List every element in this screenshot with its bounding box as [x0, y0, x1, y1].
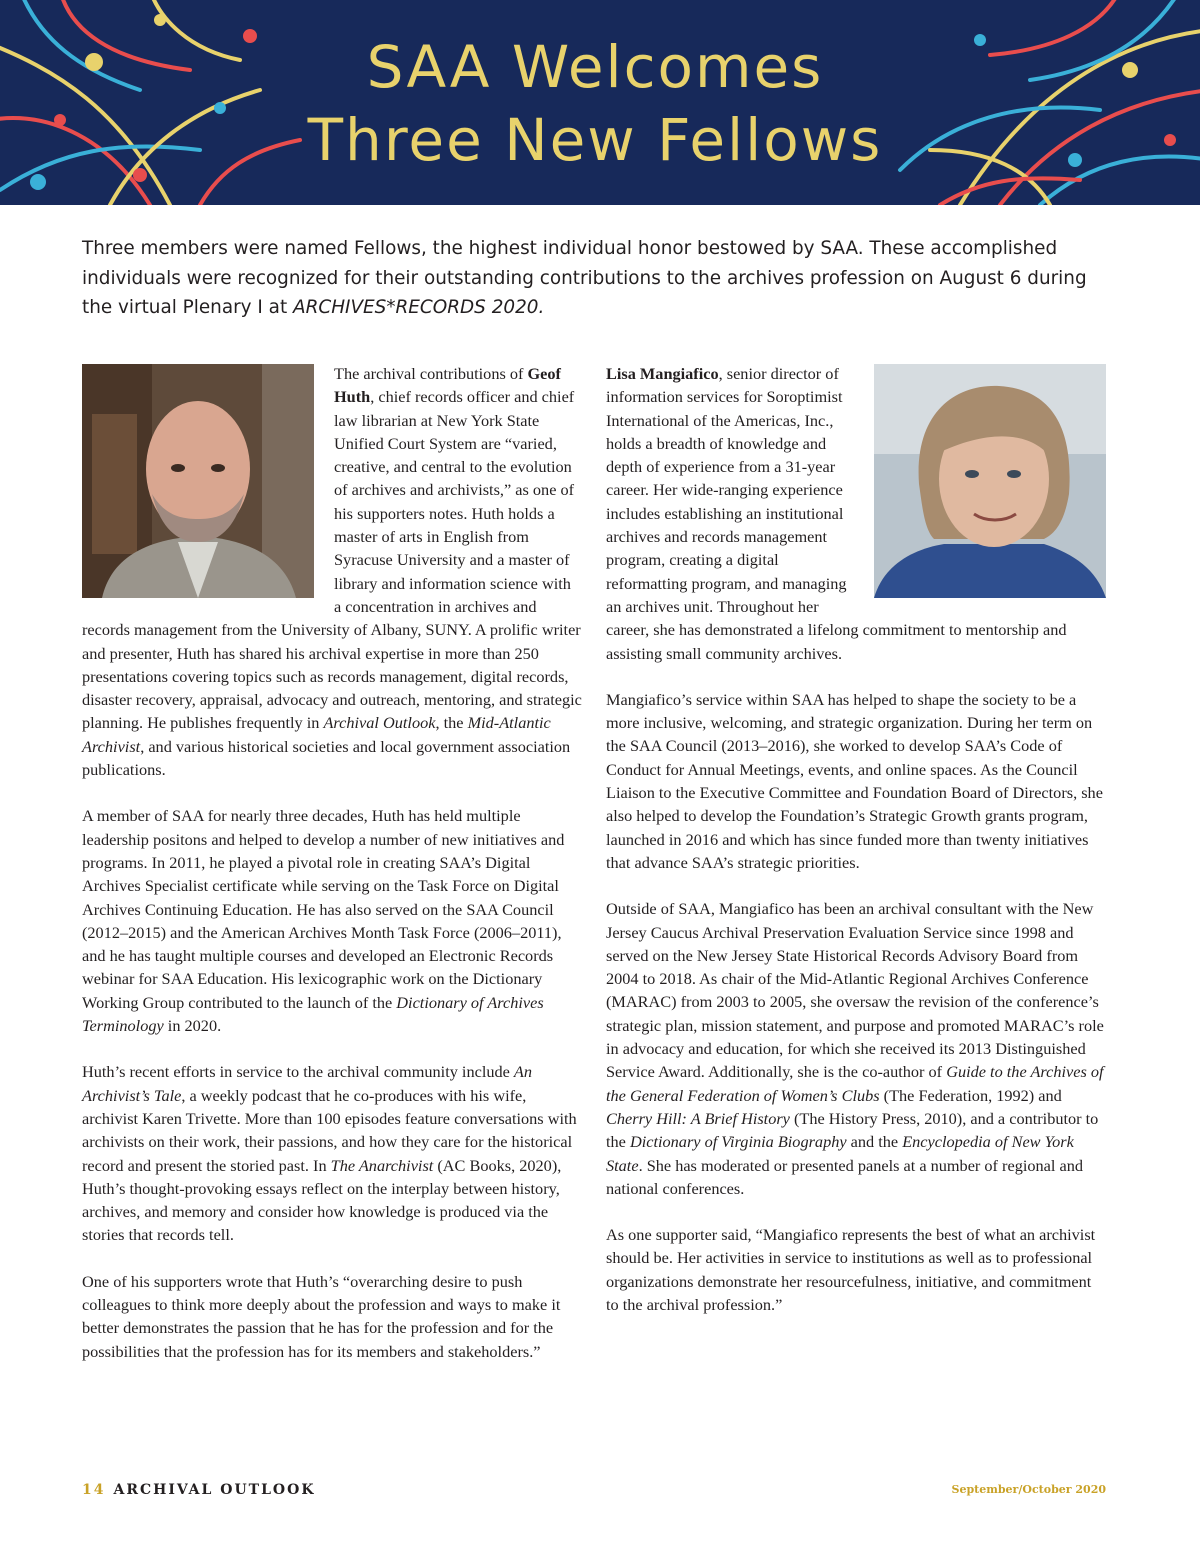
geof-huth-photo: [82, 364, 314, 598]
huth-p3-publication-1: An Archivist’s Tale: [82, 1062, 533, 1105]
huth-paragraph-3: [82, 1060, 582, 1246]
huth-p3-publication-2: The Anarchivist: [330, 1155, 434, 1175]
huth-p3-text-b: , a weekly podcast that he co-produces with his wife, archivist Karen Trivette. More than 100 episodes feature conversations with archivists on their work, their passions, and how they care for the historical record and present the storied past. In: [82, 1085, 577, 1175]
mangiafico-p3-text-d: and the: [846, 1132, 903, 1152]
mangiafico-p3-publication-1: Guide to the Archives of the General Federation of Women’s Clubs: [606, 1062, 1104, 1105]
huth-p2-text-a: A member of SAA for nearly three decades, Huth has held multiple leadership positons and helped to develop a number of new initiatives and programs. In 2011, he played a pivotal role in creating SAA’s Digital Archives Specialist certificate while serving on the Task Force on Digital Archives Continuing Education. He has also served on the SAA Council (2012–2015) and the American Archives Month Task Force (2006–2011), and he has taught multiple courses and developed an Electronic Records webinar for SAA Education. His lexicographic work on the Dictionary Working Group contributed to the launch of the: [82, 806, 565, 1012]
mangiafico-p3-text-c: (The History Press, 2010), and a contributor to the: [606, 1108, 1099, 1152]
lisa-mangiafico-photo: [874, 364, 1106, 598]
huth-name: Geof Huth: [334, 364, 561, 407]
page-number: 14: [82, 1482, 106, 1498]
huth-p1-text-d: , and various historical societies and local government association publications.: [82, 736, 571, 780]
huth-paragraph-4: One of his supporters wrote that Huth’s “overarching desire to push colleagues to think more deeply about the profession and ways to make it better demonstrates the passion that he has for the profession and for the possibilities that the profession has for its members and stakeholders.”: [82, 1271, 561, 1361]
issue-date: September/October 2020: [951, 1483, 1106, 1496]
mangiafico-p3-publication-3: Dictionary of Virginia Biography: [629, 1132, 847, 1152]
banner-title-line-2: Three New Fellows: [307, 106, 883, 174]
mangiafico-paragraph-2: Mangiafico’s service within SAA has helped to shape the society to be a more inclusive, welcoming, and strategic organization. During her term on the SAA Council (2013–2016), she worked to develop SAA’s Code of Conduct for Annual Meetings, events, and online spaces. As the Council Liaison to the Executive Committee and Foundation Board of Directors, she also helped to develop the Foundation’s Strategic Growth grants program, launched in 2016 and which has since funded more than twenty initiatives that advance SAA’s strategic priorities.: [606, 689, 1103, 872]
mangiafico-p3-publication-2: Cherry Hill: A Brief History: [606, 1108, 790, 1128]
mangiafico-p1-text: , senior director of information services for Soroptimist International of the Americas, Inc., holds a breadth of knowledge and depth of experience from a 31-year career. Her wide-ranging experience includes establishing an institutional archives and records management program, creating a digital reformatting program, and managing an archives unit. Throughout her career, she has demonstrated a lifelong commitment to mentorship and assisting small community archives.: [606, 364, 1067, 663]
huth-p1-text-c: , the: [435, 713, 468, 733]
intro-text: Three members were named Fellows, the highest individual honor bestowed by SAA. These accomplished individuals were recognized for their outstanding contributions to the archives profession on August 6 during the virtual Plenary I at: [82, 238, 1087, 318]
huth-p1-publication-1: Archival Outlook: [323, 713, 436, 733]
mangiafico-paragraph-4: As one supporter said, “Mangiafico represents the best of what an archivist should be. Her activities in service to institutions as well as to professional organizations demonstrate her resourcefulness, initiative, and commitment to the archival profession.”: [606, 1225, 1096, 1314]
mangiafico-name: Lisa Mangiafico: [606, 364, 719, 383]
mangiafico-p3-text-e: . She has moderated or presented panels at a number of regional and national conferences.: [606, 1155, 1083, 1198]
intro-paragraph: [82, 234, 1118, 323]
huth-p1-publication-2: Mid-Atlantic Archivist: [82, 713, 551, 756]
huth-p1-text-b: , chief records officer and chief law librarian at New York State Unified Court System are “varied, creative, and central to the evolution of archives and archivists,” as one of his supporters notes. Huth holds a master of arts in English from Syracuse University and a master of library and information science with a concentration in archives and records management from the University of Albany, SUNY. A prolific writer and presenter, Huth has shared his archival expertise in more than 250 presentations covering topics such as records management, digital records, disaster recovery, appraisal, advocacy and outreach, mentoring, and strategic planning. He publishes frequently in: [82, 387, 582, 733]
banner-title-line-1: SAA Welcomes: [366, 33, 824, 101]
portrait-man-icon: [82, 364, 314, 598]
mangiafico-p3-text-a: Outside of SAA, Mangiafico has been an archival consultant with the New Jersey Caucus Archival Preservation Evaluation Service since 1998 and served on the New Jersey State Historical Records Advisory Board from 2004 to 2018. As chair of the Mid-Atlantic Regional Archives Conference (MARAC) from 2003 to 2005, she oversaw the revision of the conference’s strategic plan, mission statement, and purpose and promoted MARAC’s role in advocacy and education, for which she received its 2013 Distinguished Service Award. Additionally, she is the co-author of: [606, 899, 1104, 1082]
mangiafico-paragraph-3: [606, 897, 1106, 1200]
mangiafico-p3-publication-4: Encyclopedia of New York State: [606, 1132, 1074, 1175]
mangiafico-p3-text-b: (The Federation, 1992) and: [879, 1085, 1062, 1105]
huth-p1-text-a: The archival contributions of: [334, 364, 528, 383]
huth-paragraph-2: [82, 804, 582, 1037]
huth-article-column: [82, 362, 582, 1386]
page-footer-left: [82, 1482, 315, 1498]
portrait-woman-icon: [874, 364, 1106, 598]
intro-event-name: ARCHIVES*RECORDS 2020.: [293, 297, 545, 318]
mangiafico-article-column: [606, 362, 1106, 1339]
huth-p3-text-c: (AC Books, 2020), Huth’s thought-provoking essays reflect on the interplay between history, archives, and memory and consider how knowledge is produced via the stories that records tell.: [82, 1155, 562, 1245]
title-banner: [0, 0, 1200, 205]
huth-p2-text-b: in 2020.: [163, 1016, 222, 1036]
huth-p3-text-a: Huth’s recent efforts in service to the archival community include: [82, 1062, 514, 1082]
huth-p2-publication: Dictionary of Archives Terminology: [82, 992, 544, 1036]
publication-name: ARCHIVAL OUTLOOK: [113, 1482, 316, 1498]
